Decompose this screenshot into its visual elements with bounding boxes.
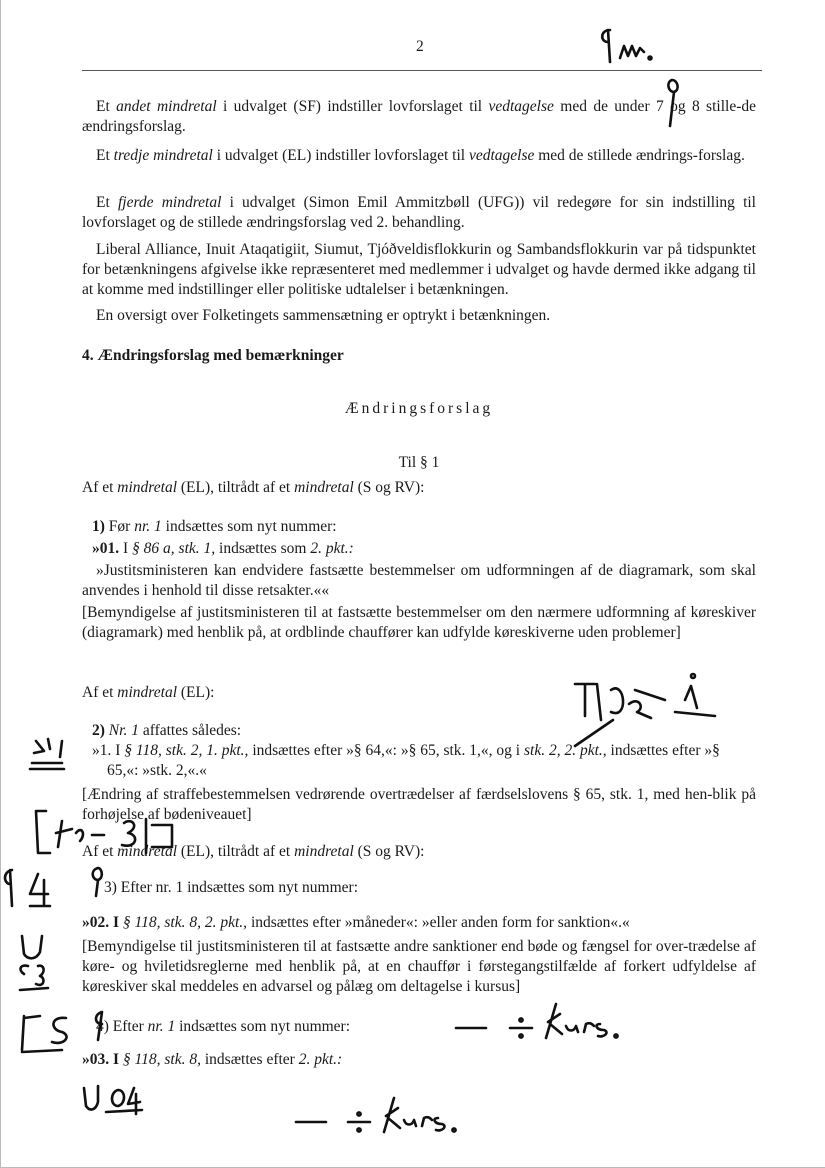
amendment-1-proposer: Af et mindretal (EL), tiltrådt af et mindretal (S og RV): xyxy=(82,479,425,496)
paragraph-oversigt: En oversigt over Folketingets sammensætning er optrykt i betænkningen. xyxy=(96,307,551,324)
page-number: 2 xyxy=(416,38,424,55)
handwritten-insert-3-mark xyxy=(84,866,112,900)
amendments-title: Ændringsforslag xyxy=(344,400,494,417)
paragraph-fjerde-mindretal: Et fjerde mindretal i udvalget (Simon Emil Ammitzbøll (UFG)) vil redegøre for sin indstilling til lovforslaget og de stillede ændringsforslag ved 2. behandling. xyxy=(82,194,756,231)
page-edge-left xyxy=(0,0,1,1168)
header-rule xyxy=(82,70,762,71)
handwritten-left-5-mark xyxy=(14,1008,74,1056)
amendment-2-proposer: Af et mindretal (EL): xyxy=(82,684,215,701)
paragraph-tredje-mindretal: Et tredje mindretal i udvalget (EL) indstiller lovforslaget til vedtagelse med de stillede ændrings-forslag. xyxy=(96,147,745,164)
amendment-1-note: [Bemyndigelse af justitsministeren til at fastsætte bestemmelser om den nærmere udformning af køreskiver (diagramark) med henblik på, at ordblinde chauffører kan udfylde køreskiverne uden problemer] xyxy=(82,604,756,641)
handwritten-insert-4-mark xyxy=(86,1010,114,1044)
amendment-2-line: »1. I § 118, stk. 2, 1. pkt., indsættes efter »§ 64,«: »§ 65, stk. 1,«, og i stk. 2, 2. pkt., indsættes efter »§ xyxy=(92,742,720,759)
amendment-2-intro: 2) Nr. 1 affattes således: xyxy=(92,722,242,739)
amendment-3-intro: 3) Efter nr. 1 indsættes som nyt nummer: xyxy=(104,879,359,896)
amendment-3-line: »02. I § 118, stk. 8, 2. pkt., indsættes efter »måneder«: »eller anden form for sanktion«.« xyxy=(82,914,630,931)
amendment-3-note: [Bemyndigelse til justitsministeren til at fastsætte andre sanktioner end bøde og fængsel for over-trædelse af køre- og hviletidsreglerne med henblik på, at en chauffør i førstegangstilfælde af forkert udfyldelse af køreskiver skal meddeles en advarsel og pålæg om deltagelse i kursus] xyxy=(82,938,756,995)
amendment-1-quote: »Justitsministeren kan endvidere fastsætte bestemmelser om udformningen af de diagramark, som skal anvendes i henhold til disse retsakter.«« xyxy=(82,562,756,599)
paragraph-liberal-alliance: Liberal Alliance, Inuit Ataqatigiit, Siumut, Tjóðveldisflokkurin og Sambandsflokkurin var på tidspunktet for betænkningens afgivelse ikke repræsenteret med medlemmer i udvalget og havde dermed ikke adgang til at komme med indstillinger eller politiske udtalelser i betænkningen. xyxy=(82,241,756,298)
paragraph-andet-mindretal: Et andet mindretal i udvalget (SF) indstiller lovforslaget til vedtagelse med de under 7 og 8 stille-de ændringsforslag. xyxy=(82,98,756,135)
amendment-3-proposer: Af et mindretal (EL), tiltrådt af et mindretal (S og RV): xyxy=(82,843,425,860)
amendment-2-note: [Ændring af straffebestemmelsen vedrørende overtrædelser af færdselslovens § 65, stk. 1, med hen-blik på forhøjelse af bødeniveauet] xyxy=(82,786,756,823)
amendment-1-intro: 1) Før nr. 1 indsættes som nyt nummer: xyxy=(92,518,337,535)
amendment-2-line-cont: 65,«: »stk. 2,«.« xyxy=(107,762,207,779)
amendment-4-intro: 4) Efter nr. 1 indsættes som nyt nummer: xyxy=(96,1018,351,1035)
amendment-4-line: »03. I § 118, stk. 8, indsættes efter 2. pkt.: xyxy=(82,1051,343,1068)
section-heading: 4. Ændringsforslag med bemærkninger xyxy=(82,347,344,364)
amendment-1-line: »01. I § 86 a, stk. 1, indsættes som 2. pkt.: xyxy=(92,540,354,557)
til-paragraph-heading: Til § 1 xyxy=(398,454,440,471)
handwritten-insert-mark xyxy=(664,76,686,132)
